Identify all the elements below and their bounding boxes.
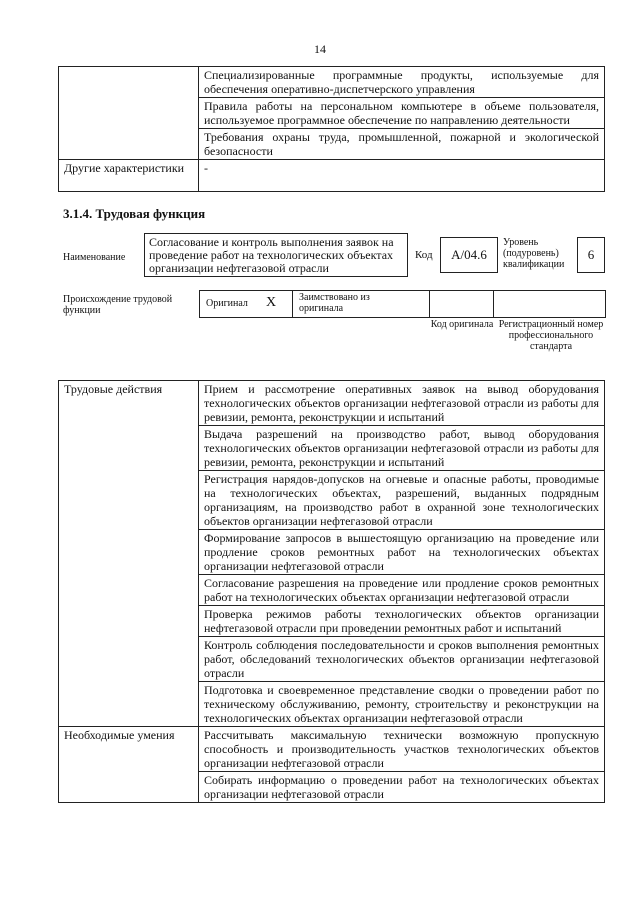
row-label: Трудовые действия — [59, 381, 199, 727]
table-cell: Формирование запросов в вышестоящую организацию на проведение или продление сроков ремонтных работ на технологических объектах организации нефтегазовой отрасли — [199, 530, 605, 575]
table-row — [59, 727, 605, 772]
level-value: 6 — [587, 247, 595, 262]
table-cell: Рассчитывать максимальную технически возможную пропускную способность и производительность участков технологических объектов организации нефтегазовой отрасли — [199, 727, 605, 772]
function-name: Согласование и контроль выполнения заявок на проведение работ на технологических объектах организации нефтегазовой отрасли — [149, 235, 394, 275]
main-table — [58, 380, 605, 803]
table-cell: Собирать информацию о проведении работ на технологических объектах организации нефтегазовой отрасли — [199, 772, 605, 803]
table-cell: Контроль соблюдения последовательности и сроков выполнения ремонтных работ, обследований технологических объектов организации нефтегазовой отрасли — [199, 637, 605, 682]
reg-caption: Регистрационный номер профессионального стандарта — [498, 319, 604, 352]
top-table — [58, 66, 605, 192]
borrowed-label: Заимствовано из оригинала — [299, 292, 370, 314]
table-cell: Регистрация нарядов-допусков на огневые и опасные работы, проводимые на технологических объектах, разрешений, выданных подрядным организациям, на производство работ в охранной зоне технологических объектов организации нефтегазовой отрасли — [199, 471, 605, 530]
origin-label: Происхождение трудовой функции — [63, 294, 173, 316]
function-name-box — [144, 233, 408, 277]
table-cell: Требования охраны труда, промышленной, пожарной и экологической безопасности — [199, 129, 605, 160]
table-cell: - — [199, 160, 605, 192]
origin-row — [199, 290, 606, 318]
row-label — [59, 67, 199, 160]
table-row — [59, 67, 605, 98]
name-label: Наименование — [63, 252, 126, 263]
table-cell: Прием и рассмотрение оперативных заявок на вывод оборудования технологических объектов организации нефтегазовой отрасли из работы для ревизии, ремонта, реконструкции и испытаний — [199, 381, 605, 426]
original-label: Оригинал — [206, 298, 248, 309]
table-cell: Проверка режимов работы технологических объектов организации нефтегазовой отрасли при проведении ремонтных работ и испытаний — [199, 606, 605, 637]
table-row — [59, 160, 605, 192]
table-cell: Подготовка и своевременное представление сводки о проведении работ по техническому обслуживанию, ремонту, строительству и реконструкции на технологических объектах организации нефтегазовой отрасли — [199, 682, 605, 727]
original-mark: X — [266, 295, 277, 310]
table-cell: Правила работы на персональном компьютере в объеме пользователя, используемое программное обеспечение по направлению деятельности — [199, 98, 605, 129]
code-label: Код — [415, 249, 433, 261]
table-cell: Специализированные программные продукты, используемые для обеспечения оперативно-диспетчерского управления — [199, 67, 605, 98]
table-row — [59, 381, 605, 426]
table-cell: Выдача разрешений на производство работ, вывод оборудования технологических объектов организации нефтегазовой отрасли из работы для ревизии, ремонта, реконструкции и испытаний — [199, 426, 605, 471]
code-box — [440, 237, 498, 273]
level-label: Уровень (подуровень) квалификации — [503, 237, 565, 270]
row-label: Необходимые умения — [59, 727, 199, 803]
page-number: 14 — [314, 42, 326, 56]
code-value: А/04.6 — [451, 247, 487, 262]
row-label: Другие характеристики — [59, 160, 199, 192]
code-caption: Код оригинала — [430, 319, 494, 330]
table-cell: Согласование разрешения на проведение или продление сроков ремонтных работ на технологических объектах организации нефтегазовой отрасли — [199, 575, 605, 606]
level-box — [577, 237, 605, 273]
section-title: 3.1.4. Трудовая функция — [63, 206, 206, 221]
